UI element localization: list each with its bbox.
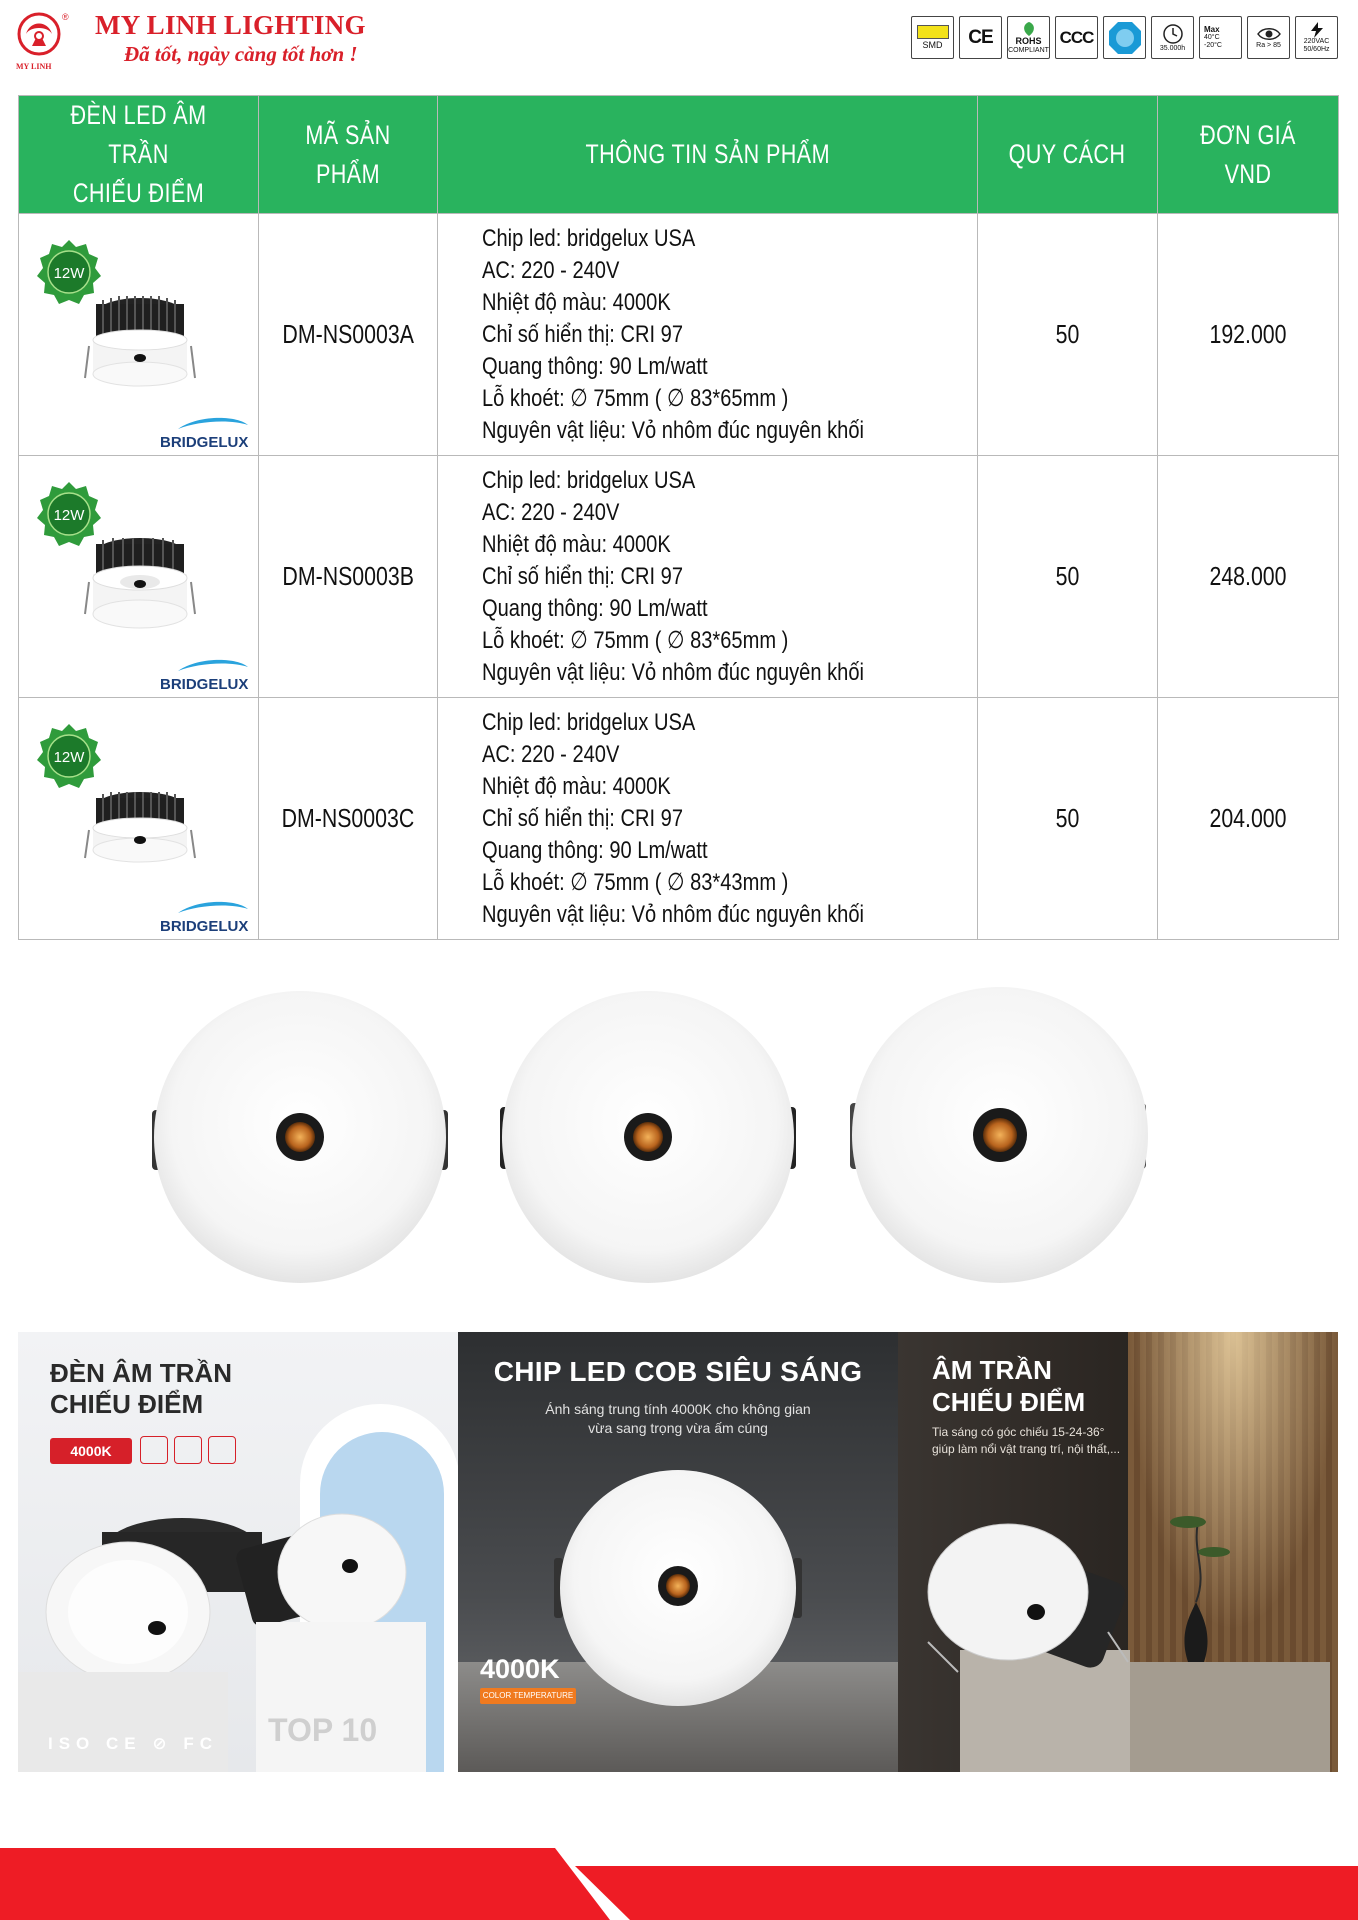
downlight-lamp-icon: [81, 516, 199, 636]
product-image-cell: [19, 214, 259, 456]
product-front-view-a: [150, 985, 450, 1295]
cabinet-decor-2: [1130, 1662, 1330, 1772]
svg-text:BRIDGELUX: BRIDGELUX: [160, 434, 249, 452]
logo-caption: MY LINH: [16, 62, 52, 71]
product-code: DM-NS0003B: [259, 456, 438, 698]
certification-icons: [911, 16, 1338, 59]
lumen-feature-icon: [208, 1436, 236, 1464]
cooling-feature-icon: [174, 1436, 202, 1464]
color-temperature-label: COLOR TEMPERATURE: [480, 1688, 576, 1704]
svg-text:BRIDGELUX: BRIDGELUX: [160, 676, 249, 694]
banner-left-title: ĐÈN ÂM TRẦN CHIẾU ĐIỂM: [50, 1358, 232, 1419]
downlight-lamp-icon: [81, 758, 199, 878]
header-product: ĐÈN LED ÂM TRẦN CHIẾU ĐIỂM: [19, 96, 259, 214]
temperature-chip: 4000K: [50, 1438, 132, 1464]
thermometer-icon: Max 40°C -20°C: [1199, 16, 1242, 59]
product-pack: 50: [978, 456, 1158, 698]
table-row: [19, 698, 1339, 940]
smd-icon: SMD: [911, 16, 954, 59]
banner-lamp-angled-icon: [918, 1512, 1138, 1702]
product-image-cell: [19, 456, 259, 698]
banner-right-title: ÂM TRẦN CHIẾU ĐIỂM: [932, 1355, 1086, 1417]
column-decor: [256, 1622, 426, 1772]
table-row: [19, 456, 1339, 698]
svg-text:12W: 12W: [53, 265, 85, 283]
brand-slogan: Đã tốt, ngày càng tốt hơn !: [124, 42, 358, 66]
vase-plant-icon: [1148, 1482, 1248, 1662]
product-code: DM-NS0003C: [259, 698, 438, 940]
bridgelux-logo-icon: [158, 655, 250, 693]
table-header-row: [19, 96, 1339, 214]
banner-middle-title: CHIP LED COB SIÊU SÁNG: [493, 1356, 863, 1387]
header-code: MÃ SẢN PHẨM: [259, 96, 438, 214]
certification-marks: ISO CE ⊘ FC: [48, 1734, 218, 1753]
clock-icon: 35.000h: [1151, 16, 1194, 59]
product-pack: 50: [978, 214, 1158, 456]
feature-icons: [140, 1436, 236, 1464]
eye-icon: Ra > 85: [1247, 16, 1290, 59]
product-spec-table: [18, 95, 1339, 940]
ce-icon: CE: [959, 16, 1002, 59]
header-pack: QUY CÁCH: [978, 96, 1158, 214]
promo-banner-left: [18, 1332, 458, 1772]
color-temperature-value: 4000K: [480, 1654, 560, 1684]
svg-text:12W: 12W: [53, 749, 85, 767]
product-price: 192.000: [1158, 214, 1339, 456]
banner-middle-subtitle: Ánh sáng trung tính 4000K cho không gian vừa sang trọng vừa ấm cúng: [545, 1401, 811, 1436]
pedestal-decor: [18, 1672, 228, 1772]
footer-stripe-decor: [0, 1848, 1358, 1920]
ccc-icon: CCC: [1055, 16, 1098, 59]
product-price: 204.000: [1158, 698, 1339, 940]
tuv-icon: [1103, 16, 1146, 59]
bridgelux-logo-icon: [158, 897, 250, 935]
registered-mark: ®: [62, 12, 69, 22]
product-front-view-b: [498, 985, 798, 1295]
banner-lamp-front-icon: [550, 1458, 806, 1728]
product-pack: 50: [978, 698, 1158, 940]
header-price: ĐƠN GIÁ VND: [1158, 96, 1339, 214]
promo-banner-right: [898, 1332, 1338, 1772]
product-info: Chip led: bridgelux USA AC: 220 - 240V Nhiệt độ màu: 4000K Chỉ số hiển thị: CRI 97 Quang thông: 90 Lm/watt Lỗ khoét: ∅ 75mm ( ∅ 83*65mm ) Nguyên vật liệu: Vỏ nhôm đúc nguyên khối: [438, 456, 978, 698]
svg-text:12W: 12W: [53, 507, 85, 525]
product-info: Chip led: bridgelux USA AC: 220 - 240V Nhiệt độ màu: 4000K Chỉ số hiển thị: CRI 97 Quang thông: 90 Lm/watt Lỗ khoét: ∅ 75mm ( ∅ 83*65mm ) Nguyên vật liệu: Vỏ nhôm đúc nguyên khối: [438, 214, 978, 456]
product-code: DM-NS0003A: [259, 214, 438, 456]
product-image-cell: [19, 698, 259, 940]
product-price: 248.000: [1158, 456, 1339, 698]
downlight-lamp-icon: [81, 274, 199, 394]
rohs-icon: ROHS COMPLIANT: [1007, 16, 1050, 59]
product-front-view-c: [848, 985, 1148, 1295]
product-info: Chip led: bridgelux USA AC: 220 - 240V Nhiệt độ màu: 4000K Chỉ số hiển thị: CRI 97 Quang thông: 90 Lm/watt Lỗ khoét: ∅ 75mm ( ∅ 83*43mm ) Nguyên vật liệu: Vỏ nhôm đúc nguyên khối: [438, 698, 978, 940]
table-row: [19, 214, 1339, 456]
header-info: THÔNG TIN SẢN PHẨM: [438, 96, 978, 214]
cri-feature-icon: [140, 1436, 168, 1464]
promo-banner-middle: [458, 1332, 898, 1772]
banner-right-subtitle: Tia sáng có góc chiếu 15-24-36° giúp làm nổi vật trang trí, nội thất,...: [932, 1425, 1121, 1456]
bridgelux-logo-icon: [158, 413, 250, 451]
brand-name: MY LINH LIGHTING: [95, 10, 366, 40]
award-text: TOP 10: [268, 1712, 378, 1748]
svg-text:BRIDGELUX: BRIDGELUX: [160, 918, 249, 936]
lightning-icon: 220VAC 50/60Hz: [1295, 16, 1338, 59]
